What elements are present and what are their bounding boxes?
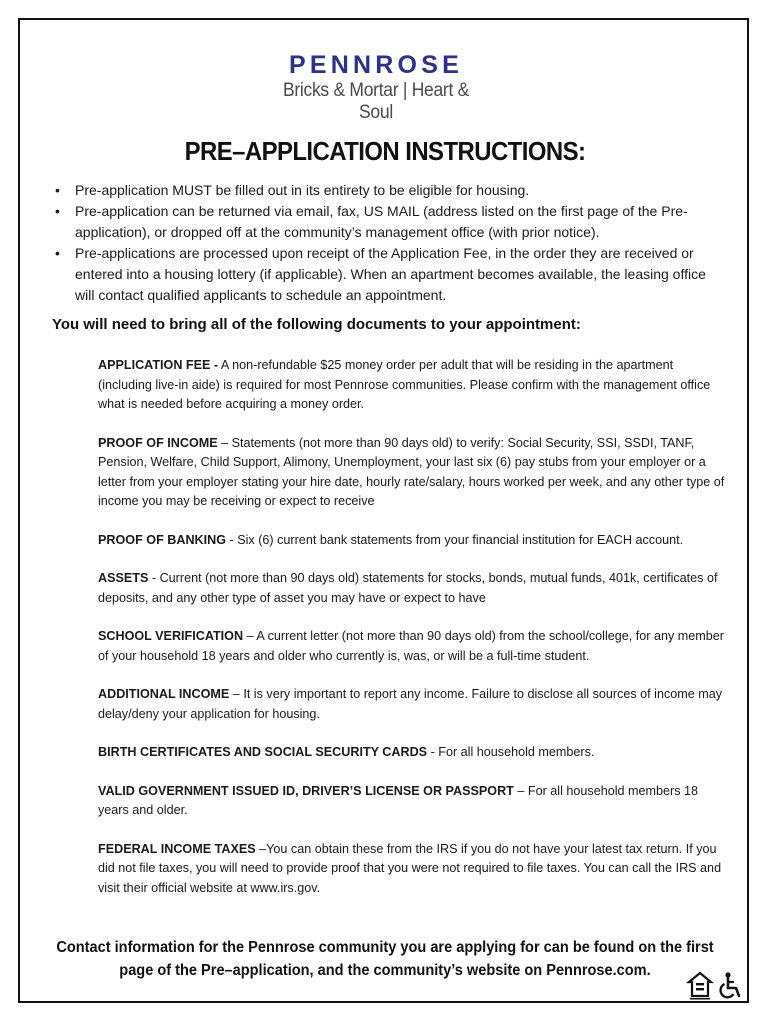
document-item-additional-income: ADDITIONAL INCOME – It is very important to report any income. Failure to disclose all sources of income may delay/deny your application for housing. (98, 687, 723, 721)
document-item-assets: ASSETS - Current (not more than 90 days old) statements for stocks, bonds, mutual funds, 401k, certificates of deposits, and any other type of asset you may have or expect to have (98, 571, 718, 605)
equal-housing-opportunity-icon (689, 973, 711, 1000)
document-item-birth-certificates: BIRTH CERTIFICATES AND SOCIAL SECURITY CARDS - For all household members. (98, 745, 595, 759)
document-item-school-verification: SCHOOL VERIFICATION – A current letter (not more than 90 days old) from the school/college, for any member of your household 18 years and older who currently is, was, or will be a full-time student. (98, 629, 724, 663)
bullet-icon: • (55, 245, 60, 261)
footer-icons (686, 968, 746, 1002)
list-item: • Pre-application can be returned via email, fax, US MAIL (address listed on the first page of the Pre-application), or dropped off at the community’s management office (with prior notice). (55, 203, 688, 240)
page-title: PRE–APPLICATION INSTRUCTIONS: (184, 136, 586, 166)
instructions-list (52, 180, 722, 306)
list-item: • Pre-applications are processed upon receipt of the Application Fee, in the order they are received or entered into a housing lottery (if applicable). When an apartment becomes available, the leasing office will contact qualified applicants to schedule an appointment. (55, 245, 706, 303)
documents-list (98, 356, 728, 917)
contact-note: Contact information for the Pennrose community you are applying for can be found on the first page of the Pre–application, and the community’s website on Pennrose.com. (56, 939, 714, 979)
document-item-federal-income-taxes: FEDERAL INCOME TAXES –You can obtain these from the IRS if you do not have your latest tax return. If you did not file taxes, you will need to provide proof that you were not required to file taxes. You can call the IRS and visit their official website at www.irs.gov. (98, 841, 722, 895)
list-item: • Pre-application MUST be filled out in its entirety to be eligible for housing. (52, 180, 722, 201)
pennrose-logo (263, 52, 489, 124)
document-item-government-id: VALID GOVERNMENT ISSUED ID, DRIVER’S LICENSE OR PASSPORT – For all household members 18 years and older. (98, 783, 698, 817)
brand-tagline: Bricks & Mortar | Heart & Soul (282, 80, 470, 123)
document-item-proof-of-income: PROOF OF INCOME – Statements (not more than 90 days old) to verify: Social Security, SSI, SSDI, TANF, Pension, Welfare, Child Support, Alimony, Unemployment, your last six (6) pay stubs from your employer or a letter from your employer stating your hire date, hourly rate/salary, hours worked per week, and any other type of income you may be receiving or expect to receive (98, 435, 725, 508)
documents-heading: You will need to bring all of the following documents to your appointment: (52, 316, 581, 333)
wheelchair-accessible-icon (721, 972, 739, 997)
bullet-icon: • (55, 182, 60, 198)
brand-name: PENNROSE (289, 51, 463, 79)
document-item-proof-of-banking: PROOF OF BANKING - Six (6) current bank statements from your financial institution for EACH account. (98, 532, 684, 547)
bullet-icon: • (55, 203, 60, 219)
document-item-application-fee: APPLICATION FEE - A non-refundable $25 money order per adult that will be residing in the apartment (including live-in aide) is required for most Pennrose communities. Please confirm with the management office what is needed before acquiring a money order. (98, 358, 711, 411)
